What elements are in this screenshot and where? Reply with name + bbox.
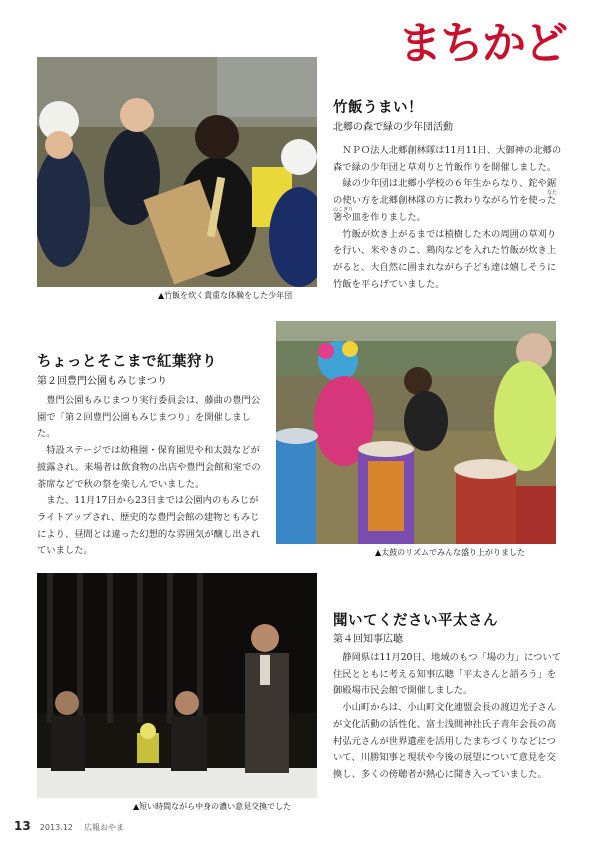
page-number: 13 xyxy=(14,819,31,833)
article-paragraph: 特設ステージでは幼稚園・保育園児や和太鼓などが披露され、来場者は飲食物の出店や豊門会館和室での茶席などで秋の祭を楽しんでいました。 xyxy=(37,445,261,490)
article-paragraph: 豊門公園もみじまつり実行委員会は、藤曲の豊門公園で「第２回豊門公園もみじまつり」を開催しました。 xyxy=(37,395,261,440)
ruby-annotation: のこぎり xyxy=(333,207,354,213)
article-body xyxy=(37,393,267,560)
article-paragraph: 竹飯が炊き上がるまでは植樹した木の周囲の草刈りを行い、米やきのこ、鶏肉などを入れた竹飯が炊き上がると、大自然に囲まれながら子ども達は嬉しそうに竹飯を平らげていました。 xyxy=(333,228,557,290)
article-paragraph: また、11月17日から23日までは公園内のもみじがライトアップされ、歴史的な豊門会館の建物ともみじにより、昼間とは違った幻想的な雰囲気が醸し出されていました。 xyxy=(37,495,261,557)
page-footer xyxy=(14,815,130,834)
article-paragraph: 静岡県は11月20日、地域のもつ「場の力」について住民とともに考える知事広聴「平太さんと語ろう」を御殿場市民会館で開催しました。 xyxy=(333,652,562,697)
ruby-annotation: なた xyxy=(547,190,558,196)
article-subtitle: 北郷の森で緑の少年団活動 xyxy=(333,122,453,133)
photo-drum-festival xyxy=(276,321,556,544)
photo-caption: ▲短い時間ながら中身の濃い意見交換でした xyxy=(133,802,292,811)
article-title: 竹飯うまい！ xyxy=(333,100,423,116)
article-subtitle: 第４回知事広聴 xyxy=(333,634,403,645)
photo-bamboo-rice xyxy=(37,57,317,287)
article-body xyxy=(333,650,565,784)
photo-governor-hearing xyxy=(37,573,317,798)
article-paragraph: 緑の少年団は北郷小学校の６年生からなり、鉈や鋸の使い方を北郷創林隊の方に教わりながら竹を使った箸や皿を作りました。 xyxy=(333,178,557,223)
article-body xyxy=(333,143,565,293)
article-subtitle: 第２回豊門公園もみじまつり xyxy=(37,376,167,387)
photo-caption: ▲竹飯を炊く貴重な体験をした少年団 xyxy=(158,291,293,300)
issue-date: 2013.12 xyxy=(39,823,73,832)
article-paragraph: 小山町からは、小山町文化連盟会長の渡辺光子さんが文化活動の活性化、富士浅間神社氏子青年会長の高村弘元さんが世界遺産を活用したまちづくりなどについて、川勝知事と現状や今後の展望について意見を交換し、多くの傍聴者が熱心に聞き入っていました。 xyxy=(333,702,557,780)
article-title: 聞いてください平太さん xyxy=(333,613,498,629)
article-paragraph: ＮＰＯ法人北郷創林隊は11月11日、大御神の北郷の森で緑の少年団と草刈りと竹飯作りを開催しました。 xyxy=(333,145,562,173)
section-logo xyxy=(398,14,578,74)
magazine-name: 広報おやま xyxy=(83,823,124,832)
article-title: ちょっとそこまで紅葉狩り xyxy=(37,354,217,370)
photo-caption: ▲太鼓のリズムでみんな盛り上がりました xyxy=(375,548,525,557)
logo-text: まちかど xyxy=(398,18,566,69)
